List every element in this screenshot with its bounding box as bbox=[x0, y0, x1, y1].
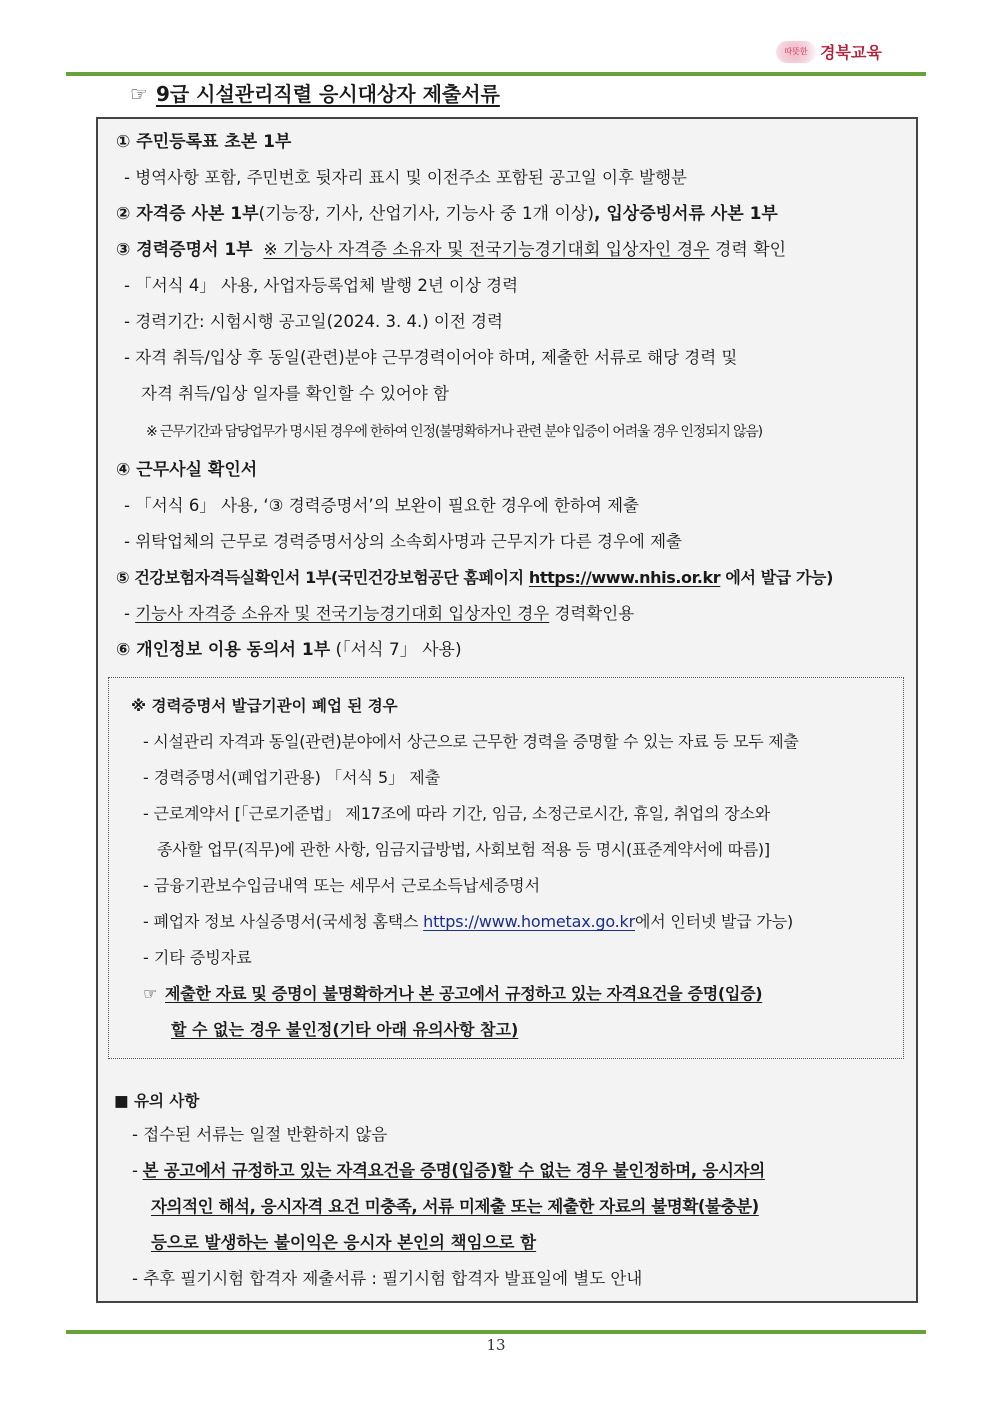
closed-title: ※ 경력증명서 발급기관이 폐업 된 경우 bbox=[131, 697, 398, 715]
closed-detail-5 bbox=[143, 911, 793, 933]
header-rule bbox=[66, 72, 926, 76]
closed-detail-3-cont: 종사할 업무(직무)에 관한 사항, 임금지급방법, 사회보험 적용 등 명시(표준계약서에 따름)] bbox=[157, 840, 770, 859]
closed-detail-2: - 경력증명서(폐업기관용) 「서식 5」 제출 bbox=[143, 768, 441, 787]
item-6-suffix: (「서식 7」 사용) bbox=[330, 640, 462, 660]
item-4-detail-1: - 「서식 6」 사용, ‘③ 경력증명서’의 보완이 필요한 경우에 한하여 제출 bbox=[124, 496, 639, 515]
nhis-link[interactable]: https://www.nhis.or.kr bbox=[528, 568, 721, 587]
item-3-detail-3-cont: 자격 취득/입상 일자를 확인할 수 있어야 함 bbox=[141, 384, 449, 403]
caution-2-line-3: 등으로 발생하는 불이익은 응시자 본인의 책임으로 함 bbox=[151, 1233, 537, 1252]
item-5-dash: - bbox=[124, 604, 136, 623]
item-5-detail bbox=[124, 603, 634, 625]
item-3-detail-1: - 「서식 4」 사용, 사업자등록업체 발행 2년 이상 경력 bbox=[124, 276, 519, 295]
item-5-suffix: 에서 발급 가능) bbox=[720, 568, 834, 587]
item-6-main: ⑥ 개인정보 이용 동의서 1부 bbox=[116, 640, 331, 660]
closed-detail-4: - 금융기관보수입금내역 또는 세무서 근로소득납세증명서 bbox=[143, 876, 541, 895]
closed-warning-line-1: 제출한 자료 및 증명이 불명확하거나 본 공고에서 규정하고 있는 자격요건을 증명(입증) bbox=[165, 984, 763, 1003]
item-4-detail-2: - 위탁업체의 근무로 경력증명서상의 소속회사명과 근무지가 다른 경우에 제출 bbox=[124, 532, 682, 551]
logo-mark: 따뜻한 bbox=[776, 41, 816, 63]
item-1-title: ① 주민등록표 초본 1부 bbox=[116, 132, 292, 152]
item-3-detail-2: - 경력기간: 시험시행 공고일(2024. 3. 4.) 이전 경력 bbox=[124, 312, 503, 331]
caution-2-line-1: 본 공고에서 규정하고 있는 자격요건을 증명(입증)할 수 없는 경우 불인정하며, 응시자의 bbox=[142, 1161, 765, 1180]
logo bbox=[776, 40, 882, 63]
item-5-detail-underlined: 기능사 자격증 소유자 및 전국기능경기대회 입상자인 경우 bbox=[135, 604, 550, 623]
page-title bbox=[130, 78, 500, 107]
item-3-detail-3: - 자격 취득/입상 후 동일(관련)분야 근무경력이어야 하며, 제출한 서류로 해당 경력 및 bbox=[124, 348, 738, 367]
caution-3: - 추후 필기시험 합격자 제출서류 : 필기시험 합격자 발표일에 별도 안내 bbox=[132, 1269, 643, 1288]
pointing-hand-icon: ☞ bbox=[130, 82, 148, 106]
item-3-title bbox=[116, 239, 786, 261]
closed-warning bbox=[143, 983, 762, 1005]
caution-2 bbox=[132, 1160, 765, 1182]
item-5-title bbox=[116, 567, 833, 589]
item-6-title bbox=[116, 639, 462, 661]
caution-2-line-2: 자의적인 해석, 응시자격 요건 미충족, 서류 미제출 또는 제출한 자료의 불명확(불충분) bbox=[151, 1197, 759, 1216]
closed-detail-6: - 기타 증빙자료 bbox=[143, 948, 252, 967]
hometax-link[interactable]: https://www.hometax.go.kr bbox=[423, 912, 635, 931]
item-5-detail-rest: 경력확인용 bbox=[549, 604, 635, 623]
page-number: 13 bbox=[486, 1336, 506, 1354]
item-4-title: ④ 근무사실 확인서 bbox=[116, 460, 258, 480]
item-3-note: ※ 기능사 자격증 소유자 및 전국기능경기대회 입상자인 경우 bbox=[263, 240, 710, 260]
item-2-main: ② 자격증 사본 1부 bbox=[116, 204, 259, 224]
item-3-suffix: 경력 확인 bbox=[709, 240, 787, 260]
item-3-note-line: ※ 근무기간과 담당업무가 명시된 경우에 한하여 인정(불명확하거나 관련 분야 입증이 어려울 경우 인정되지 않음) bbox=[146, 424, 762, 440]
caution-1: - 접수된 서류는 일절 반환하지 않음 bbox=[132, 1125, 388, 1144]
closed-detail-1: - 시설관리 자격과 동일(관련)분야에서 상근으로 근무한 경력을 증명할 수 있는 자료 등 모두 제출 bbox=[143, 732, 799, 751]
item-3-main: ③ 경력증명서 1부 bbox=[116, 240, 253, 260]
item-2-extra: , 입상증빙서류 사본 1부 bbox=[593, 204, 778, 224]
logo-text: 경북교육 bbox=[820, 43, 882, 62]
closed-detail-3: - 근로계약서 [「근로기준법」 제17조에 따라 기간, 임금, 소정근로시간, 휴일, 취업의 장소와 bbox=[143, 804, 771, 823]
item-1-detail: - 병역사항 포함, 주민번호 뒷자리 표시 및 이전주소 포함된 공고일 이후 발행분 bbox=[124, 168, 688, 187]
warning-hand-icon: ☞ bbox=[143, 984, 158, 1003]
caution-2-dash: - bbox=[132, 1161, 143, 1180]
page-title-text: 9급 시설관리직렬 응시대상자 제출서류 bbox=[155, 82, 500, 106]
closed-detail-5-main: - 폐업자 정보 사실증명서(국세청 홈택스 bbox=[143, 912, 424, 931]
item-2-title bbox=[116, 203, 778, 225]
caution-title: ■ 유의 사항 bbox=[114, 1092, 200, 1110]
closed-detail-5-suffix: 에서 인터넷 발급 가능) bbox=[634, 912, 793, 931]
closed-warning-line-2: 할 수 없는 경우 불인정(기타 아래 유의사항 참고) bbox=[171, 1020, 519, 1039]
item-5-main: ⑤ 건강보험자격득실확인서 1부(국민건강보험공단 홈페이지 bbox=[116, 568, 529, 587]
footer-rule bbox=[66, 1330, 926, 1334]
item-2-paren: (기능장, 기사, 산업기사, 기능사 중 1개 이상) bbox=[258, 204, 594, 224]
